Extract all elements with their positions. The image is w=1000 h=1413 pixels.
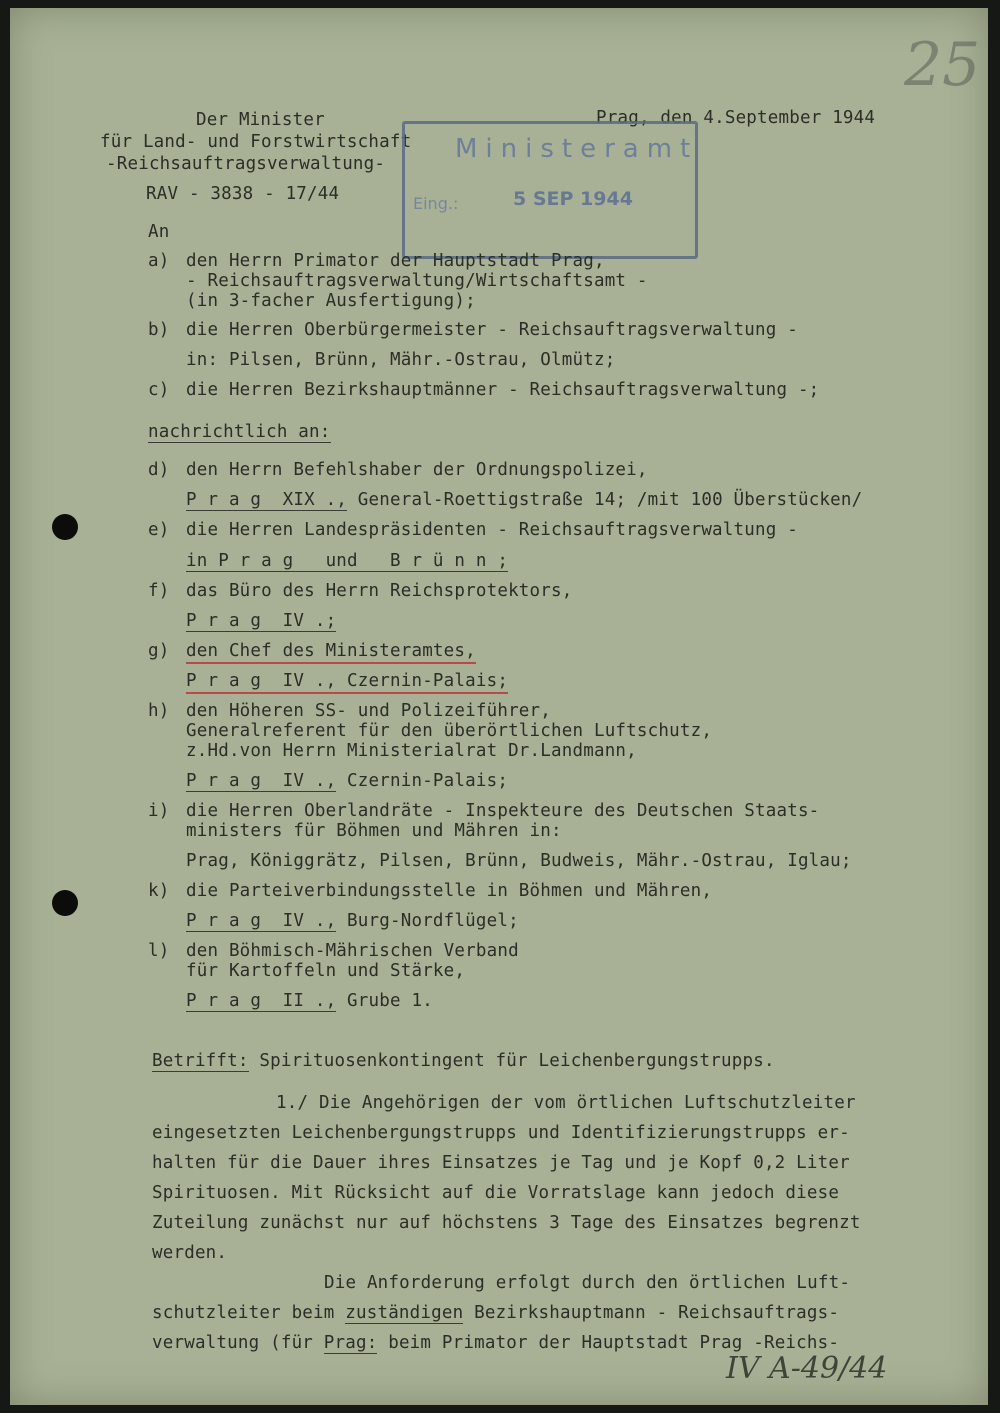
list-letter: f) — [148, 581, 170, 601]
list-letter: b) — [148, 320, 170, 340]
recipient-line: den Herrn Primator der Hauptstadt Prag, — [186, 251, 605, 271]
stamp-title: Ministeramt — [455, 134, 699, 164]
reference-number: RAV - 3838 - 17/44 — [146, 184, 340, 204]
cc-line: den Höheren SS- und Polizeiführer, — [186, 701, 552, 721]
cc-address-line: P r a g IV ., Burg-Nordflügel; — [186, 911, 519, 931]
list-letter: g) — [148, 641, 170, 661]
cc-line: Generalreferent für den überörtlichen Luftschutz, — [186, 721, 713, 741]
body-line: werden. — [152, 1243, 228, 1263]
cc-address-line: P r a g II ., Grube 1. — [186, 991, 433, 1011]
cc-address-line: P r a g IV ., Czernin-Palais; — [186, 771, 509, 791]
cc-line: die Parteiverbindungsstelle in Böhmen und Mähren, — [186, 881, 713, 901]
sender-line: Der Minister — [196, 110, 325, 130]
body-line: 1./ Die Angehörigen der vom örtlichen Luftschutzleiter — [276, 1093, 856, 1113]
cc-line-highlighted: den Chef des Ministeramtes, — [186, 641, 476, 664]
body-line: verwaltung (für Prag: beim Primator der Hauptstadt Prag -Reichs- — [152, 1333, 840, 1353]
cc-address-line: P r a g XIX ., General-Roettigstraße 14; /mit 100 Überstücken/ — [186, 490, 863, 510]
document-page — [10, 8, 988, 1405]
list-letter: i) — [148, 801, 170, 821]
body-line: eingesetzten Leichenbergungstrupps und Identifizierungstrupps er- — [152, 1123, 850, 1143]
cc-line: den Böhmisch-Mährischen Verband — [186, 941, 519, 961]
recipient-line: - Reichsauftragsverwaltung/Wirtschaftsamt - — [186, 271, 648, 291]
list-letter: e) — [148, 520, 170, 540]
cc-line: die Herren Landespräsidenten - Reichsauftragsverwaltung - — [186, 520, 798, 540]
sender-line: für Land- und Forstwirtschaft — [100, 132, 412, 152]
cc-place: in P r a g und B r ü n n ; — [186, 551, 509, 571]
list-letter: h) — [148, 701, 170, 721]
salutation: An — [148, 222, 170, 242]
list-letter: d) — [148, 460, 170, 480]
cc-line: für Kartoffeln und Stärke, — [186, 961, 466, 981]
sender-line: -Reichsauftragsverwaltung- — [106, 154, 386, 174]
body-line: Zuteilung zunächst nur auf höchstens 3 Tage des Einsatzes begrenzt — [152, 1213, 861, 1233]
body-line: schutzleiter beim zuständigen Bezirkshauptmann - Reichsauftrags- — [152, 1303, 840, 1323]
nachrichtlich-label: nachrichtlich an: — [148, 422, 331, 442]
cc-place-highlighted: P r a g IV ., Czernin-Palais; — [186, 671, 508, 694]
punch-hole — [52, 890, 78, 916]
recipient-line: die Herren Oberbürgermeister - Reichsauftragsverwaltung - — [186, 320, 798, 340]
list-letter: a) — [148, 251, 170, 271]
place-date: Prag, den 4.September 1944 — [596, 108, 876, 128]
cc-place: P r a g IV .; — [186, 611, 337, 631]
cc-line: Prag, Königgrätz, Pilsen, Brünn, Budweis, Mähr.-Ostrau, Iglau; — [186, 851, 852, 871]
stamp-date: 5 SEP 1944 — [513, 188, 633, 210]
subject-label: Betrifft: — [152, 1051, 249, 1071]
punch-hole — [52, 514, 78, 540]
cc-line: z.Hd.von Herrn Ministerialrat Dr.Landmann, — [186, 741, 637, 761]
body-line: halten für die Dauer ihres Einsatzes je Tag und je Kopf 0,2 Liter — [152, 1153, 850, 1173]
body-line: Die Anforderung erfolgt durch den örtlichen Luft- — [324, 1273, 851, 1293]
cc-line: den Herrn Befehlshaber der Ordnungspolizei, — [186, 460, 648, 480]
recipient-line: (in 3-facher Ausfertigung); — [186, 291, 476, 311]
subject-text: Spirituosenkontingent für Leichenbergungstrupps. — [248, 1051, 775, 1071]
list-letter: c) — [148, 380, 170, 400]
folio-number: 25 — [904, 30, 981, 100]
cc-line: die Herren Oberlandräte - Inspekteure des Deutschen Staats- — [186, 801, 820, 821]
receipt-stamp — [402, 121, 698, 259]
cc-line: ministers für Böhmen und Mähren in: — [186, 821, 562, 841]
body-line: Spirituosen. Mit Rücksicht auf die Vorratslage kann jedoch diese — [152, 1183, 840, 1203]
list-letter: k) — [148, 881, 170, 901]
subject-line — [152, 1051, 775, 1071]
cc-line: das Büro des Herrn Reichsprotektors, — [186, 581, 573, 601]
stamp-label: Eing.: — [413, 194, 459, 213]
file-reference: IV A-49/44 — [726, 1351, 888, 1386]
list-letter: l) — [148, 941, 170, 961]
recipient-line: in: Pilsen, Brünn, Mähr.-Ostrau, Olmütz; — [186, 350, 616, 370]
recipient-line: die Herren Bezirkshauptmänner - Reichsauftragsverwaltung -; — [186, 380, 820, 400]
